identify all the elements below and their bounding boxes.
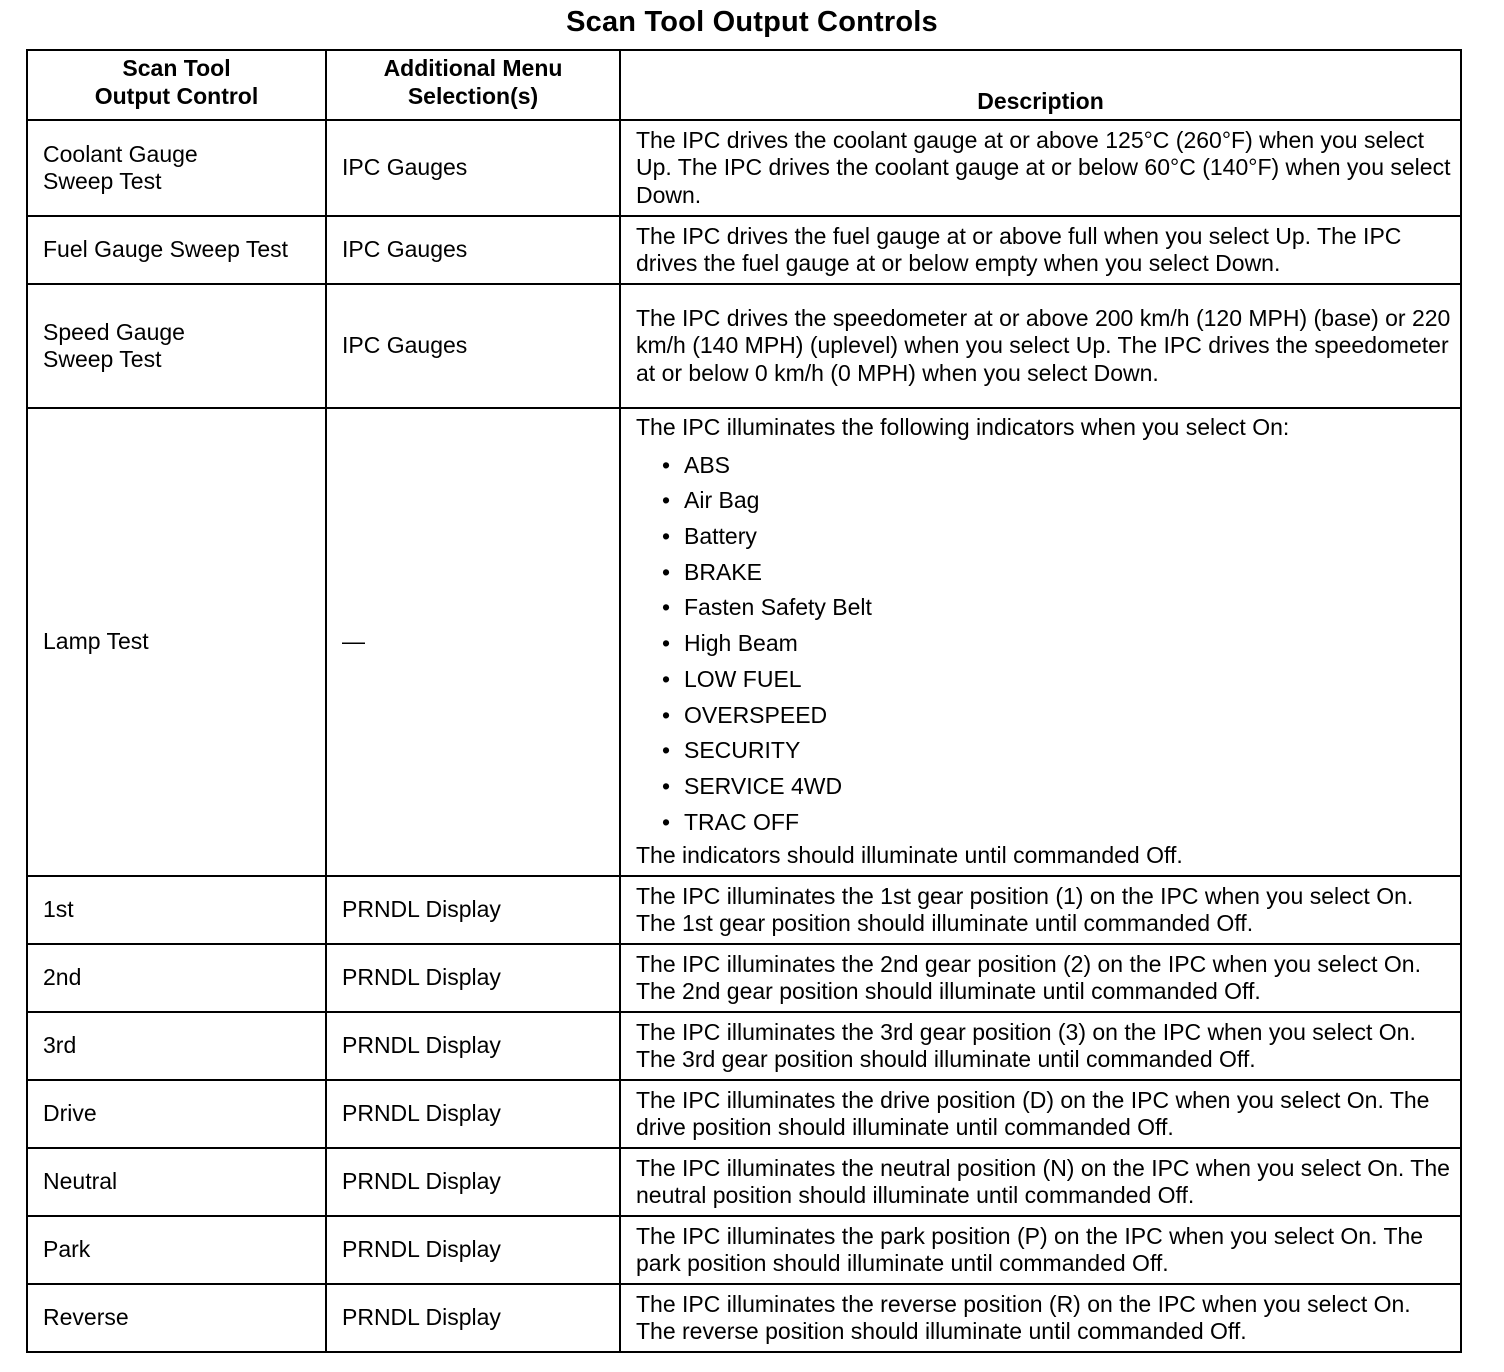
list-item — [660, 805, 1452, 841]
description-cell: The IPC illuminates the 1st gear position (1) on the IPC when you select On. The 1st gear position should illuminate until commanded Off. — [620, 876, 1461, 944]
table-row — [27, 944, 1461, 1012]
indicator-label: Battery — [684, 523, 757, 550]
output-control-cell: Drive — [27, 1080, 326, 1148]
bullet-icon: • — [662, 630, 671, 657]
menu-selection-cell: — — [326, 408, 620, 876]
table-row — [27, 876, 1461, 944]
menu-selection-cell: PRNDL Display — [326, 1148, 620, 1216]
description-cell: The IPC drives the fuel gauge at or above full when you select Up. The IPC drives the fuel gauge at or below empty when you select Down. — [620, 216, 1461, 284]
output-control-cell: 2nd — [27, 944, 326, 1012]
indicator-label: SECURITY — [684, 737, 801, 764]
output-control-cell: 1st — [27, 876, 326, 944]
menu-selection-cell: PRNDL Display — [326, 1012, 620, 1080]
list-item — [660, 626, 1452, 662]
bullet-icon: • — [662, 487, 671, 514]
description-cell: The IPC drives the speedometer at or above 200 km/h (120 MPH) (base) or 220 km/h (140 MPH) (uplevel) when you select Up. The IPC drives the speedometer at or below 0 km/h (0 MPH) when you select Down. — [620, 284, 1461, 408]
header-menu-selection-line1: Additional Menu — [383, 55, 563, 81]
output-control-line2: Sweep Test — [43, 168, 162, 194]
menu-selection-cell: IPC Gauges — [326, 284, 620, 408]
table-row — [27, 1012, 1461, 1080]
table-header-row — [27, 50, 1461, 120]
output-control-cell — [27, 120, 326, 216]
output-control-cell: Reverse — [27, 1284, 326, 1352]
bullet-icon: • — [662, 594, 671, 621]
header-output-control-line2: Output Control — [94, 82, 259, 109]
description-cell: The IPC drives the coolant gauge at or above 125°C (260°F) when you select Up. The IPC drives the coolant gauge at or below 60°C (140°F) when you select Down. — [620, 120, 1461, 216]
description-cell: The IPC illuminates the 3rd gear position (3) on the IPC when you select On. The 3rd gear position should illuminate until commanded Off. — [620, 1012, 1461, 1080]
table-row — [27, 1216, 1461, 1284]
list-item — [660, 590, 1452, 626]
indicator-label: High Beam — [684, 630, 798, 657]
page-title: Scan Tool Output Controls — [566, 6, 938, 38]
bullet-icon: • — [662, 451, 671, 478]
header-description: Description — [620, 50, 1461, 120]
output-control-line1: Speed Gauge — [43, 318, 185, 345]
table-row — [27, 120, 1461, 216]
header-output-control — [27, 50, 326, 120]
description-cell — [620, 408, 1461, 876]
bullet-icon: • — [662, 808, 671, 835]
indicator-list — [636, 448, 1452, 841]
output-control-cell: Park — [27, 1216, 326, 1284]
table-row — [27, 1284, 1461, 1352]
table-row — [27, 1148, 1461, 1216]
output-control-cell: Neutral — [27, 1148, 326, 1216]
bullet-icon: • — [662, 558, 671, 585]
indicator-label: OVERSPEED — [684, 701, 828, 728]
lamp-test-outro: The indicators should illuminate until commanded Off. — [636, 842, 1183, 869]
bullet-icon: • — [662, 665, 671, 692]
output-control-cell: 3rd — [27, 1012, 326, 1080]
description-cell: The IPC illuminates the drive position (D) on the IPC when you select On. The drive position should illuminate until commanded Off. — [620, 1080, 1461, 1148]
list-item — [660, 555, 1452, 591]
list-item — [660, 483, 1452, 519]
lamp-test-intro: The IPC illuminates the following indicators when you select On: — [636, 414, 1290, 441]
list-item — [660, 448, 1452, 484]
output-control-cell — [27, 284, 326, 408]
table-row — [27, 1080, 1461, 1148]
indicator-label: TRAC OFF — [684, 808, 799, 835]
menu-selection-cell: IPC Gauges — [326, 216, 620, 284]
indicator-label: ABS — [684, 451, 731, 478]
header-output-control-line1: Scan Tool — [122, 55, 231, 81]
list-item — [660, 698, 1452, 734]
output-control-line1: Coolant Gauge — [43, 140, 198, 167]
table-row — [27, 216, 1461, 284]
list-item — [660, 733, 1452, 769]
menu-selection-cell: PRNDL Display — [326, 1216, 620, 1284]
indicator-label: SERVICE 4WD — [684, 772, 843, 799]
indicator-label: LOW FUEL — [684, 665, 802, 692]
menu-selection-cell: IPC Gauges — [326, 120, 620, 216]
table-row — [27, 284, 1461, 408]
list-item — [660, 769, 1452, 805]
menu-selection-cell: PRNDL Display — [326, 1080, 620, 1148]
bullet-icon: • — [662, 737, 671, 764]
header-menu-selection-line2: Selection(s) — [407, 82, 539, 109]
list-item — [660, 662, 1452, 698]
bullet-icon: • — [662, 772, 671, 799]
description-cell: The IPC illuminates the 2nd gear position (2) on the IPC when you select On. The 2nd gear position should illuminate until commanded Off. — [620, 944, 1461, 1012]
menu-selection-cell: PRNDL Display — [326, 944, 620, 1012]
header-menu-selection — [326, 50, 620, 120]
table-row — [27, 408, 1461, 876]
bullet-icon: • — [662, 701, 671, 728]
output-control-line2: Sweep Test — [43, 346, 162, 372]
bullet-icon: • — [662, 523, 671, 550]
output-controls-table — [26, 49, 1462, 1353]
description-cell: The IPC illuminates the park position (P) on the IPC when you select On. The park position should illuminate until commanded Off. — [620, 1216, 1461, 1284]
list-item — [660, 519, 1452, 555]
output-control-cell: Fuel Gauge Sweep Test — [27, 216, 326, 284]
output-control-cell: Lamp Test — [27, 408, 326, 876]
menu-selection-cell: PRNDL Display — [326, 1284, 620, 1352]
description-cell: The IPC illuminates the reverse position (R) on the IPC when you select On. The reverse position should illuminate until commanded Off. — [620, 1284, 1461, 1352]
menu-selection-cell: PRNDL Display — [326, 876, 620, 944]
indicator-label: BRAKE — [684, 558, 762, 585]
description-cell: The IPC illuminates the neutral position (N) on the IPC when you select On. The neutral position should illuminate until commanded Off. — [620, 1148, 1461, 1216]
indicator-label: Air Bag — [684, 487, 760, 514]
indicator-label: Fasten Safety Belt — [684, 594, 872, 621]
